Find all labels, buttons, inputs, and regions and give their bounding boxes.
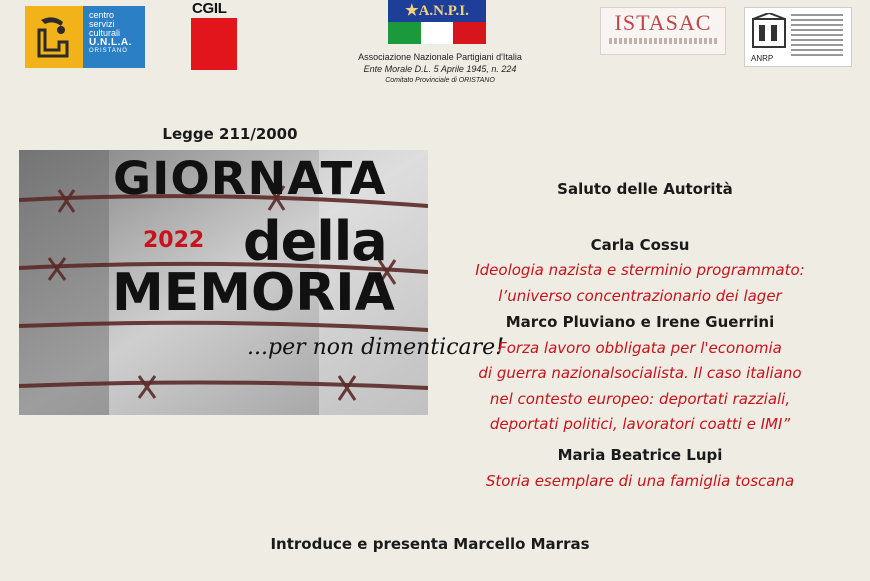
anpi-logo [388,0,486,44]
greeting: Saluto delle Autorità [557,180,733,198]
poster-motto: ...per non dimenticare! [247,335,505,360]
anpi-caption [330,52,550,86]
speaker-name: Marco Pluviano e Irene Guerrini [505,313,775,331]
talk-line: Storia esemplare di una famiglia toscana [485,472,795,490]
anrp-description-lines [791,14,843,58]
talk-line: deportati politici, lavoratori coatti e IMI” [489,415,791,433]
cgil-label: CGIL [192,0,227,17]
istasac-subtitle-lines [609,38,717,44]
anrp-label: ANRP [751,54,774,63]
istasac-logo [600,7,726,55]
talk-line: di guerra nazionalsocialista. Il caso italiano [478,364,802,382]
talk-line: l’universo concentrazionario dei lager [498,287,782,305]
anrp-logo [744,7,852,67]
unla-line3: culturali [89,28,121,38]
unla-logo [25,6,145,68]
poster-title-top: GIORNATA [113,152,387,205]
moderator: Introduce e presenta Marcello Marras [270,535,590,553]
anrp-emblem-icon [751,13,787,53]
talk-line: Forza lavoro obbligata per l'economia [498,339,782,357]
speaker-name: Maria Beatrice Lupi [557,446,723,464]
law-reference: Legge 211/2000 [162,125,298,143]
unla-line1: centro [89,10,115,20]
cgil-logo [191,0,237,70]
istasac-label: ISTASAC [614,10,712,35]
anpi-ente: Ente Morale D.L. 5 Aprile 1945, n. 224 [363,64,517,74]
speaker-name: Carla Cossu [590,236,690,254]
poster-title-mid: della [243,210,387,273]
anpi-comitato: Comitato Provinciale di ORISTANO [385,77,495,84]
unla-line2: servizi [89,19,115,29]
anpi-name: Associazione Nazionale Partigiani d'Italia [358,52,522,62]
anpi-label: ★A.N.P.I. [388,0,486,22]
talk-line: nel contesto europeo: deportati razziali, [489,390,791,408]
talk-line: Ideologia nazista e sterminio programmato: [475,261,805,279]
poster-title-bottom: MEMORIA [112,263,395,323]
unla-emblem-icon [25,6,83,68]
poster-year: 2022 [143,228,205,253]
unla-line4: U.N.L.A. [89,37,132,48]
anpi-flag-icon [388,22,486,44]
cgil-red-block [191,18,237,70]
unla-line5: ORISTANO [89,48,128,54]
